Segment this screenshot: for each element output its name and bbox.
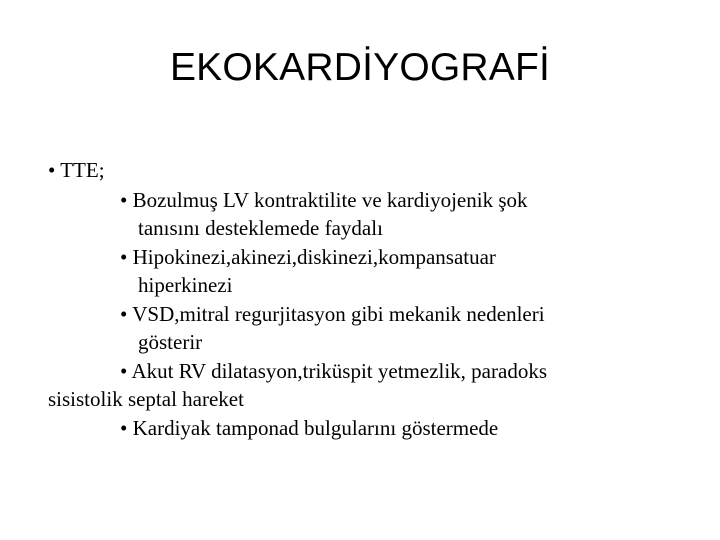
sub-item-text: Hipokinezi,akinezi,diskinezi,kompansatuar: [132, 245, 496, 269]
slide-title: EKOKARDİYOGRAFİ: [169, 46, 551, 89]
sub-item-text: Bozulmuş LV kontraktilite ve kardiyojenik şok: [132, 188, 528, 212]
sub-bullet-item: [120, 357, 547, 385]
sub-item-continuation: gösterir: [138, 330, 203, 354]
sub-item-continuation: hiperkinezi: [138, 273, 233, 297]
sub-item-text: Kardiyak tamponad bulgularını göstermede: [132, 416, 499, 440]
bullet-icon: •: [120, 302, 128, 326]
bullet-icon: •: [120, 416, 128, 440]
sub-item-text: Akut RV dilatasyon,triküspit yetmezlik, paradoks: [131, 359, 547, 383]
main-item-text: TTE;: [60, 158, 105, 182]
sub-bullet-item: [120, 414, 498, 442]
sub-bullet-item: [120, 243, 496, 271]
bullet-icon: •: [120, 188, 128, 212]
bullet-icon: •: [120, 245, 128, 269]
bullet-icon: •: [120, 359, 128, 383]
sub-item-continuation: tanısını desteklemede faydalı: [138, 216, 383, 240]
sub-item-continuation: sisistolik septal hareket: [48, 387, 244, 411]
sub-bullet-item: [120, 300, 545, 328]
sub-bullet-item: [120, 186, 528, 214]
main-bullet-item: [48, 156, 105, 184]
sub-item-text: VSD,mitral regurjitasyon gibi mekanik nedenleri: [132, 302, 545, 326]
bullet-icon: •: [48, 158, 56, 182]
